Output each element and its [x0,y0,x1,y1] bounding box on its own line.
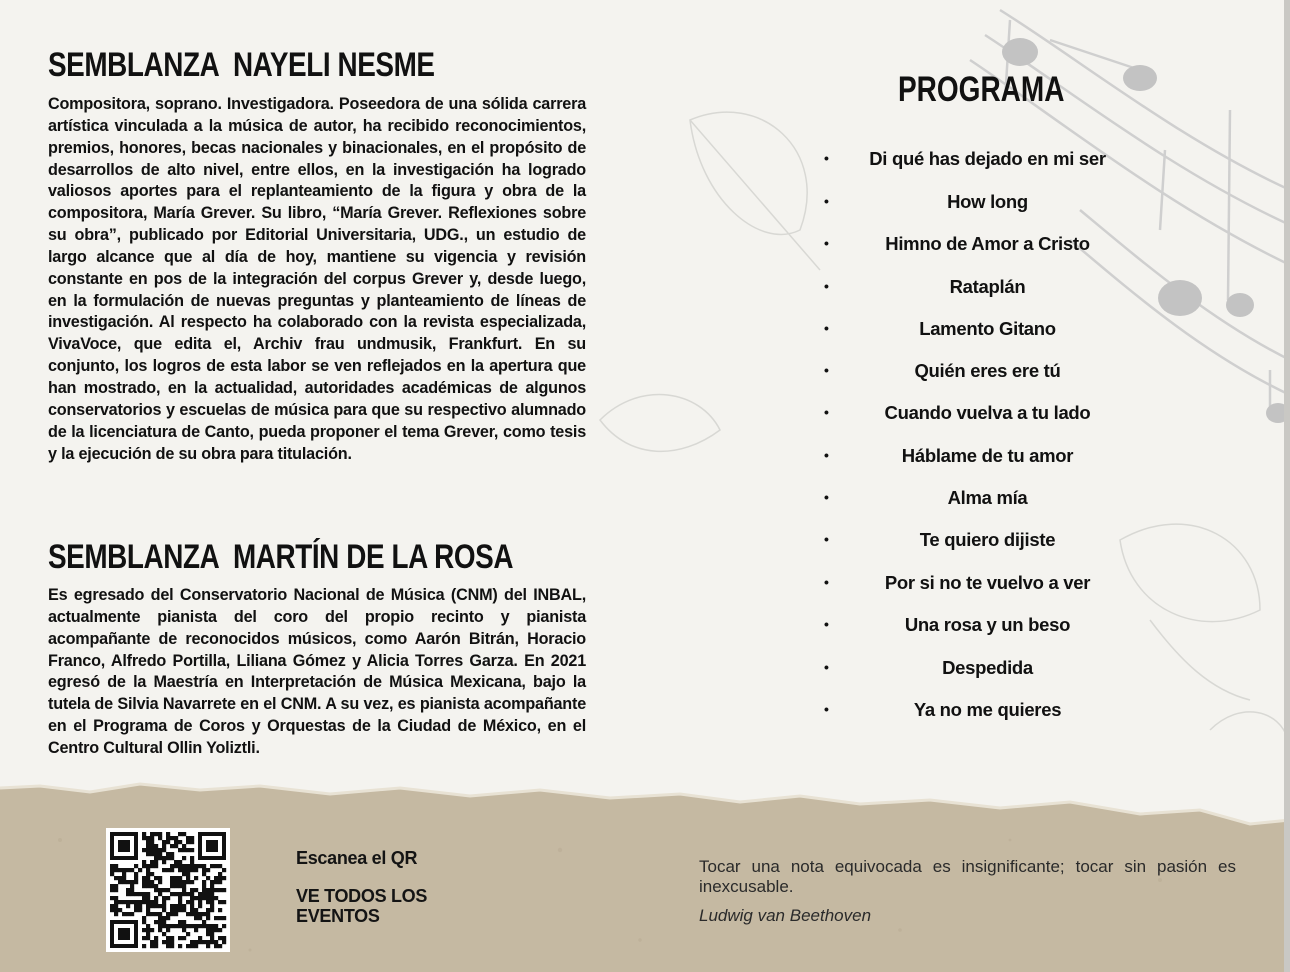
song-title: Alma mía [947,487,1028,508]
quote-author: Ludwig van Beethoven [699,906,872,925]
program-item [820,445,1155,473]
bullet-icon: • [824,447,829,463]
song-title: Una rosa y un beso [904,614,1071,635]
song-title: Quién eres ere tú [914,360,1061,381]
bullet-icon: • [824,235,829,251]
bullet-icon: • [824,489,829,505]
page-edge [1284,0,1290,972]
scan-qr-label: Escanea el QR [296,848,418,868]
program-item [820,529,1155,557]
bullet-icon: • [824,616,829,632]
bullet-icon: • [824,362,829,378]
song-title: Di qué has dejado en mi ser [869,148,1106,169]
bullet-icon: • [824,150,829,166]
song-title: Ya no me quieres [913,699,1062,720]
quote-text: Tocar una nota equivocada es insignificante; tocar sin pasión es inexcusable. [699,857,1236,896]
song-title: How long [947,191,1028,212]
program-item [820,657,1155,685]
program-item [820,402,1155,430]
qr-code[interactable] [106,828,230,952]
song-title: Rataplán [949,276,1026,297]
program-item [820,276,1155,304]
bullet-icon: • [824,701,829,717]
program-item [820,360,1155,388]
bio-title-nayeli: SEMBLANZA NAYELI NESME [48,46,435,84]
song-title: Por si no te vuelvo a ver [884,572,1091,593]
song-title: Te quiero dijiste [919,529,1056,550]
bullet-icon: • [824,404,829,420]
bio-text-martin: Es egresado del Conservatorio Nacional de Música (CNM) del INBAL, actualmente pianista del coro del propio recinto y pianista acompañante de reconocidos músicos, como Aarón Bitrán, Horacio Franco, Alfredo Portilla, Liliana Gómez y Alicia Torres Garza. En 2021 egresó de la Maestría en Interpretación de Música Mexicana, bajo la tutela de Silvia Navarrete en el CNM. A su vez, es pianista acompañante en el Programa de Coros y Orquestas de la Ciudad de México, en el Centro Cultural Ollin Yoliztli. [48,586,586,757]
program-item [820,699,1155,727]
bio-text-nayeli: Compositora, soprano. Investigadora. Poseedora de una sólida carrera artística vinculada a la música de autor, ha recibido reconocimientos, premios, honores, becas nacionales y binacionales, en el propósito de desarrollos de alto nivel, entre ellos, en la investigación ha logrado valiosos aportes para el replanteamiento de la figura y obra de la compositora, María Grever. Su libro, “María Grever. Reflexiones sobre su obra”, publicado por Editorial Universitaria, UDG., un estudio de largo alcance que al día de hoy, mantiene su vigencia y revisión constante en pos de la integración del corpus Grever y, desde luego, en la formulación de nuevas preguntas y planteamiento de líneas de investigación. Al respecto ha colaborado con la revista especializada, VivaVoce, que edita el, Archiv frau undmusik, Frankfurt. En su conjunto, los logros de esta labor se ven reflejados en la apertura que han mostrado, en la actualidad, autoridades académicas de algunos conservatorios y escuelas de música para que su respectivo alumnado de la licenciatura de Canto, pueda proponer el tema Grever, como tesis y la ejecución de su obra para titulación. [48,95,586,463]
bullet-icon: • [824,574,829,590]
bio-title-martin: SEMBLANZA MARTÍN DE LA ROSA [48,538,514,576]
program-item [820,191,1155,219]
program-item [820,614,1155,642]
program-item [820,148,1155,176]
program-title: PROGRAMA [898,70,1065,109]
bullet-icon: • [824,193,829,209]
program-item [820,487,1155,515]
song-title: Cuando vuelva a tu lado [884,402,1091,423]
bullet-icon: • [824,320,829,336]
program-item [820,233,1155,261]
qr-code-icon [106,828,230,952]
program-item [820,318,1155,346]
events-label: VE TODOS LOS EVENTOS [296,886,428,926]
song-title: Despedida [942,657,1033,678]
bullet-icon: • [824,531,829,547]
song-title: Lamento Gitano [919,318,1056,339]
bullet-icon: • [824,278,829,294]
program-item [820,572,1155,600]
song-title: Himno de Amor a Cristo [885,233,1090,254]
song-title: Háblame de tu amor [901,445,1074,466]
bullet-icon: • [824,659,829,675]
